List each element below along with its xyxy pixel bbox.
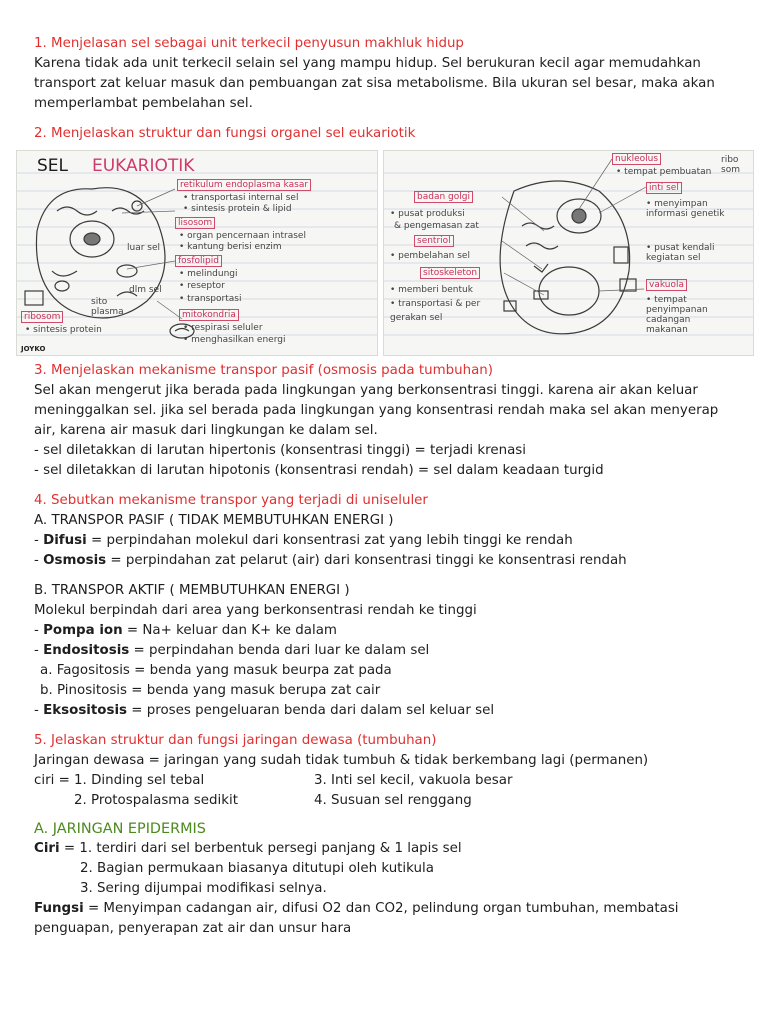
ciri-row [34, 791, 746, 811]
label-tempat-pembuatan: • tempat pembuatan [616, 167, 712, 177]
eukaryotic-cell-diagrams [16, 150, 752, 355]
label-fosfolipid: fosfolipid [175, 255, 222, 267]
ciri-item: ciri = 1. Dinding sel tebal [34, 773, 205, 788]
label-organ-pencernaan: • organ pencernaan intrasel [179, 231, 306, 241]
label-kantung-enzim: • kantung berisi enzim [179, 242, 282, 252]
label-retikulum: retikulum endoplasma kasar [177, 179, 311, 191]
spacer [34, 571, 746, 581]
label-gerakan: gerakan sel [390, 313, 443, 323]
ciri-row [34, 771, 746, 791]
pompa-ion-term: Pompa ion [43, 623, 123, 638]
section-4-heading: 4. Sebutkan mekanisme transpor yang terjadi di uniseluler [34, 493, 428, 508]
jaringan-dewasa-intro: Jaringan dewasa = jaringan yang sudah tidak tumbuh & tidak berkembang lagi (permanen) [34, 753, 649, 768]
label-menghasilkan: • menghasilkan energi [183, 335, 286, 345]
label-transport-internal: • transportasi internal sel [183, 193, 299, 203]
label-memberi-bentuk: • memberi bentuk [390, 285, 473, 295]
ciri-def: = 1. terdiri dari sel berbentuk persegi panjang & 1 lapis sel [59, 841, 462, 856]
section-3-line: air, karena air masuk dari lingkungan ke dalam sel. [34, 423, 378, 438]
label-pengemasan: & pengemasan zat [394, 221, 479, 231]
ciri-item: 3. Inti sel kecil, vakuola besar [314, 773, 513, 788]
label-dlm-sel: dlm sel [129, 285, 162, 295]
epidermis-fungsi-line [34, 899, 746, 919]
epidermis-ciri-line [34, 839, 746, 859]
label-transportasi-per: • transportasi & per [390, 299, 481, 309]
section-1-heading: 1. Menjelasan sel sebagai unit terkecil penyusun makhluk hidup [34, 36, 464, 51]
section-3-heading: 3. Menjelaskan mekanisme transpor pasif (osmosis pada tumbuhan) [34, 363, 494, 378]
label-pusat-produksi: • pusat produksi [390, 209, 465, 219]
endositosis-term: Endositosis [43, 643, 130, 658]
label-lisosom: lisosom [175, 217, 215, 229]
label-tempat-penyimpanan: • tempat penyimpanan cadangan makanan [646, 295, 708, 335]
transpor-aktif-intro: Molekul berpindah dari area yang berkonsentrasi rendah ke tinggi [34, 603, 477, 618]
section-1-line: Karena tidak ada unit terkecil selain sel yang mampu hidup. Sel berukuran kecil agar memudahkan [34, 56, 701, 71]
title-eukariotik: EUKARIOTIK [92, 156, 195, 176]
label-transportasi: • transportasi [179, 294, 242, 304]
brand-joyko: JOYKO [21, 345, 46, 353]
notebook-image-left [16, 150, 378, 356]
fagositosis-line: a. Fagositosis = benda yang masuk beurpa zat pada [40, 663, 392, 678]
section-5-heading: 5. Jelaskan struktur dan fungsi jaringan dewasa (tumbuhan) [34, 733, 437, 748]
epidermis-heading: A. JARINGAN EPIDERMIS [34, 821, 206, 837]
label-sintesis-protein: • sintesis protein [25, 325, 102, 335]
osmosis-term: Osmosis [43, 553, 107, 568]
label-badan-golgi: badan golgi [414, 191, 473, 203]
osmosis-def: = perpindahan zat pelarut (air) dari konsentrasi tinggi ke konsentrasi rendah [106, 553, 627, 568]
label-mitokondria: mitokondria [179, 309, 239, 321]
ciri-item: 4. Susuan sel renggang [314, 793, 472, 808]
notebook-image-right [383, 150, 754, 356]
ciri-term: Ciri [34, 841, 60, 856]
eksositosis-line: - Eksositosis = proses pengeluaran benda dari dalam sel keluar sel [34, 703, 495, 718]
pinositosis-line: b. Pinositosis = benda yang masuk berupa zat cair [40, 683, 381, 698]
label-pusat-kendali: • pusat kendali kegiatan sel [646, 243, 715, 263]
label-melindungi: • melindungi [179, 269, 238, 279]
epidermis-ciri-line: 3. Sering dijumpai modifikasi selnya. [80, 881, 327, 896]
difusi-term: Difusi [43, 533, 87, 548]
section-2-heading: 2. Menjelaskan struktur dan fungsi organel sel eukariotik [34, 126, 416, 141]
pompa-ion-def: = Na+ keluar dan K+ ke dalam [122, 623, 337, 638]
section-3-line: meninggalkan sel. jika sel berada pada lingkungan yang konsentrasi rendah maka sel akan menyerap [34, 403, 719, 418]
label-reseptor: • reseptor [179, 281, 225, 291]
ciri-item: 2. Protospalasma sedikit [74, 793, 238, 808]
transpor-aktif-title: B. TRANSPOR AKTIF ( MEMBUTUHKAN ENERGI ) [34, 583, 350, 598]
difusi-line: - Difusi = perpindahan molekul dari konsentrasi zat yang lebih tinggi ke rendah [34, 533, 573, 548]
label-ribo-som: ribo som [721, 155, 740, 175]
label-sito-plasma: sito plasma [91, 297, 124, 317]
epidermis-ciri-line: 2. Bagian permukaan biasanya ditutupi oleh kutikula [80, 861, 434, 876]
label-menyimpan-informasi: • menyimpan informasi genetik [646, 199, 725, 219]
label-sitoskeleton: sitoskeleton [420, 267, 480, 279]
section-1-line: memperlambat pembelahan sel. [34, 96, 253, 111]
eksositosis-def: = proses pengeluaran benda dari dalam sel keluar sel [127, 703, 495, 718]
fungsi-term: Fungsi [34, 901, 84, 916]
osmosis-line: - Osmosis = perpindahan zat pelarut (air) dari konsentrasi tinggi ke konsentrasi rendah [34, 553, 627, 568]
endositosis-line: - Endositosis = perpindahan benda dari luar ke dalam sel [34, 643, 430, 658]
eksositosis-term: Eksositosis [43, 703, 128, 718]
label-pembelahan: • pembelahan sel [390, 251, 470, 261]
section-3-line: Sel akan mengerut jika berada pada lingkungan yang berkonsentrasi tinggi. karena air akan keluar [34, 383, 698, 398]
section-3-line: - sel diletakkan di larutan hipotonis (konsentrasi rendah) = sel dalam keadaan turgid [34, 463, 604, 478]
label-ribosom: ribosom [21, 311, 63, 323]
section-1-line: transport zat keluar masuk dan pembuangan zat sisa metabolisme. Bila ukuran sel besar, maka akan [34, 76, 715, 91]
pompa-ion-line: - Pompa ion = Na+ keluar dan K+ ke dalam [34, 623, 337, 638]
label-nukleolus: nukleolus [612, 153, 661, 165]
title-sel: SEL [37, 156, 69, 176]
label-luar-sel: luar sel [127, 243, 161, 253]
section-3-line: - sel diletakkan di larutan hipertonis (konsentrasi tinggi) = terjadi krenasi [34, 443, 526, 458]
difusi-def: = perpindahan molekul dari konsentrasi zat yang lebih tinggi ke rendah [86, 533, 573, 548]
label-sentriol: sentriol [414, 235, 454, 247]
fungsi-def: = Menyimpan cadangan air, difusi O2 dan CO2, pelindung organ tumbuhan, membatasi [83, 901, 679, 916]
label-respirasi: • respirasi seluler [183, 323, 263, 333]
transpor-pasif-title: A. TRANSPOR PASIF ( TIDAK MEMBUTUHKAN ENERGI ) [34, 513, 394, 528]
endositosis-def: = perpindahan benda dari luar ke dalam sel [129, 643, 430, 658]
label-sintesis-protein-lipid: • sintesis protein & lipid [183, 204, 292, 214]
label-inti-sel: inti sel [646, 182, 682, 194]
epidermis-fungsi-line: penguapan, penyerapan zat air dan unsur hara [34, 921, 352, 936]
label-vakuola: vakuola [646, 279, 687, 291]
